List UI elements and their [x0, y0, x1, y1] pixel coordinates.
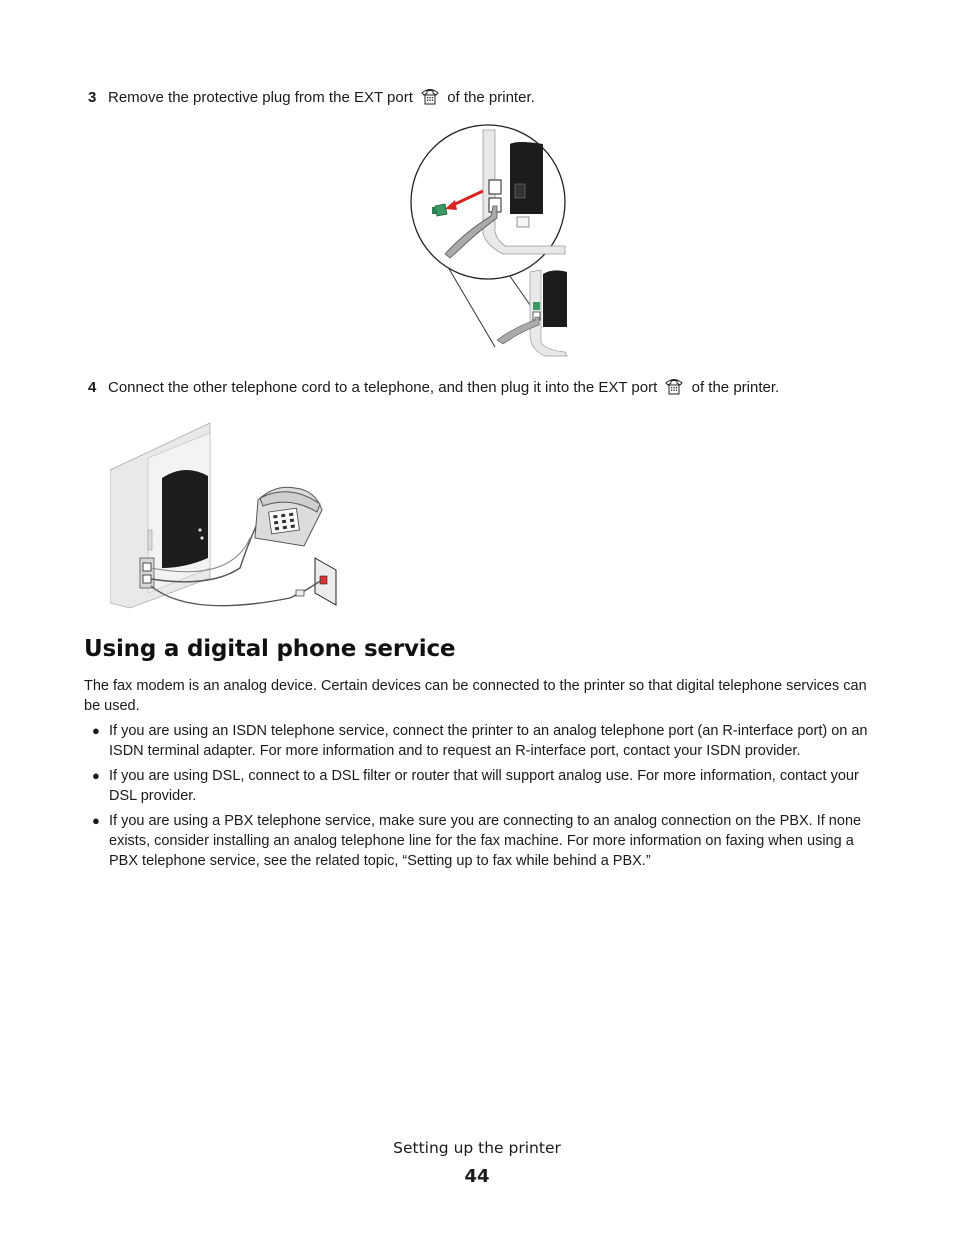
step-3 — [88, 87, 535, 108]
connect-telephone-illustration — [110, 418, 345, 618]
footer-chapter-title: Setting up the printer — [393, 1139, 561, 1157]
telephone-icon — [420, 87, 440, 105]
step-4 — [88, 377, 779, 398]
list-item-text: If you are using an ISDN telephone service, connect the printer to an analog telephone port (an R-interface port) on an ISDN terminal adapter. For more information and to request an R-interface port, contact your ISDN provider. — [109, 723, 868, 759]
bullet-icon: ● — [92, 813, 100, 828]
section-heading: Using a digital phone service — [84, 636, 456, 662]
intro-paragraph: The fax modem is an analog device. Certain devices can be connected to the printer so that digital telephone services can be used. — [84, 678, 867, 714]
bullet-list — [84, 721, 874, 876]
page-number: 44 — [464, 1166, 490, 1187]
list-item — [84, 721, 874, 761]
step-text-end: of the printer. — [447, 89, 535, 106]
remove-plug-illustration — [405, 122, 575, 362]
list-item — [84, 766, 874, 806]
step-text: Connect the other telephone cord to a telephone, and then plug it into the EXT port — [108, 379, 658, 396]
step-text: Remove the protective plug from the EXT port — [108, 89, 413, 106]
step-number: 4 — [88, 379, 97, 396]
bullet-icon: ● — [92, 768, 100, 783]
step-number: 3 — [88, 89, 97, 106]
list-item-text: If you are using a PBX telephone service, make sure you are connecting to an analog connection on the PBX. If none exists, consider installing an analog telephone line for the fax machine. For more information on faxing when using a PBX telephone service, see the related topic, “Setting up to fax while behind a PBX.” — [109, 813, 862, 869]
list-item — [84, 811, 874, 871]
list-item-text: If you are using DSL, connect to a DSL filter or router that will support analog use. For more information, contact your DSL provider. — [109, 768, 859, 804]
bullet-icon: ● — [92, 723, 100, 738]
step-text-end: of the printer. — [691, 379, 780, 396]
telephone-icon — [664, 377, 684, 395]
